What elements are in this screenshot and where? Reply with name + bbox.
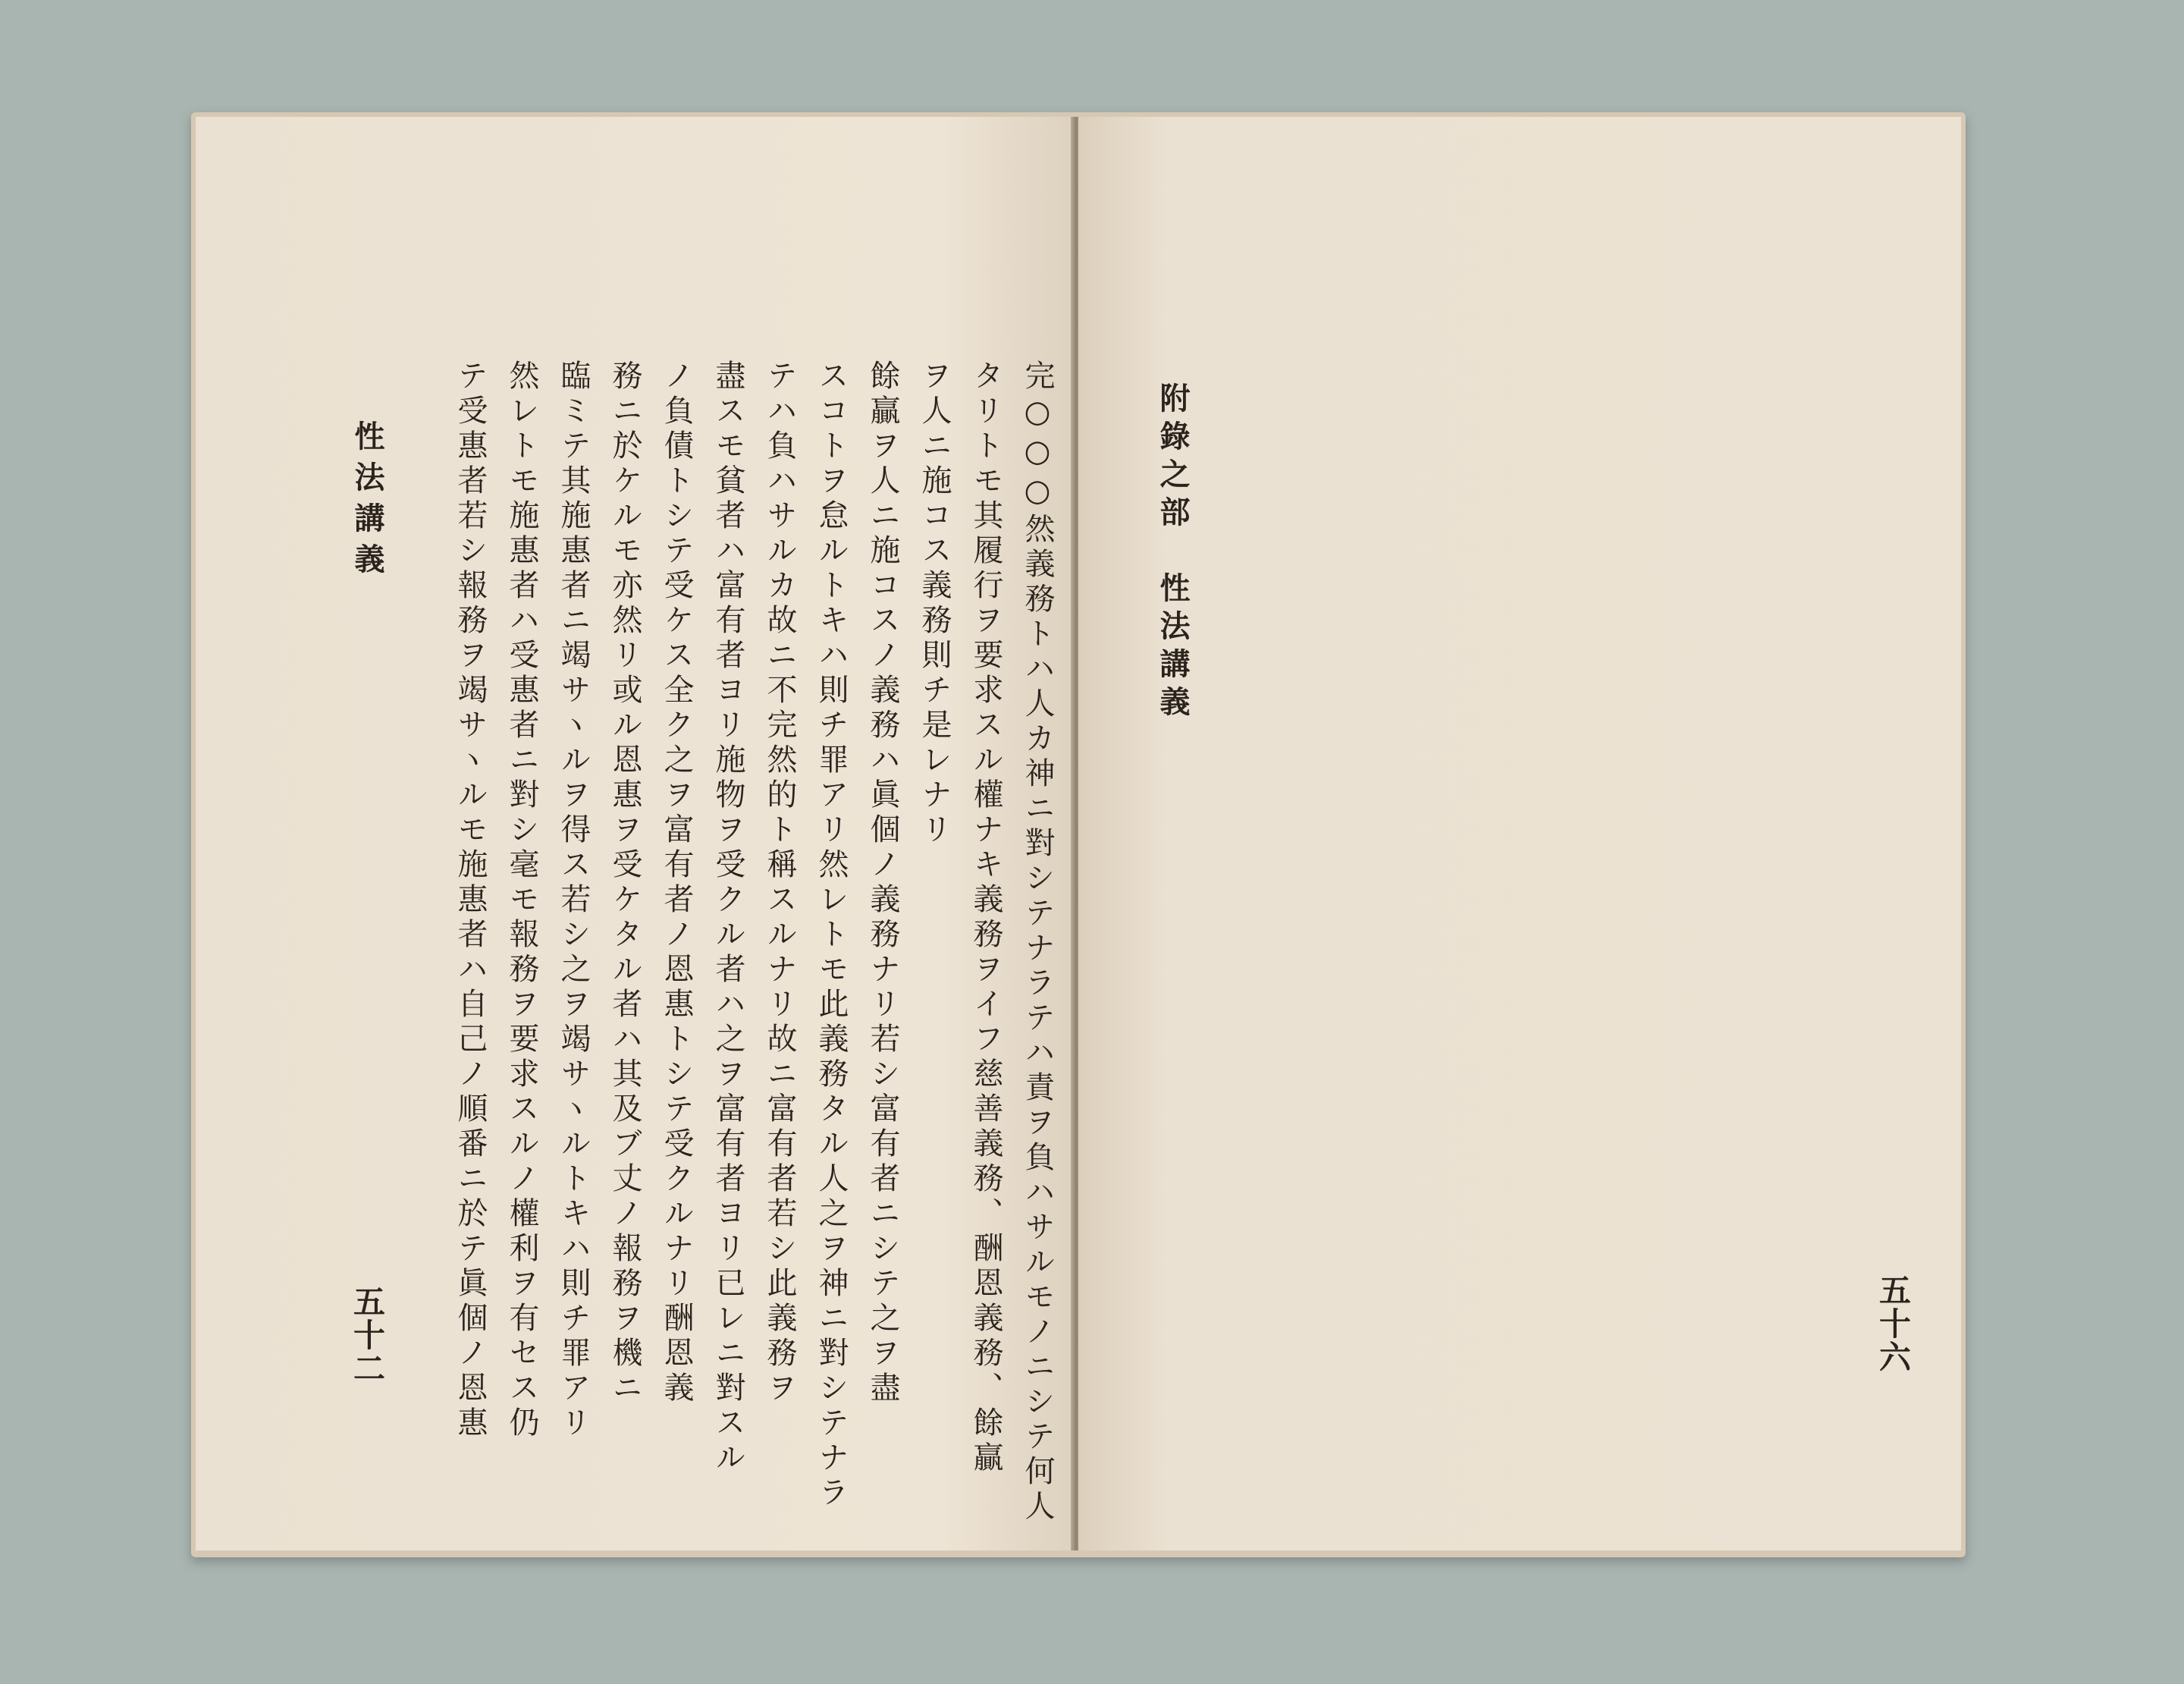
text-column-8: ノ負債トシテ受ケス全ク之ヲ富有者ノ恩惠トシテ受クルナリ酬恩義 <box>659 360 694 1406</box>
page-number-right: 五十六 <box>1875 1274 1912 1374</box>
text-column-2: タリトモ其履行ヲ要求スル權ナキ義務ヲイフ慈善義務、酬恩義務、餘贏 <box>968 360 1003 1476</box>
text-column-7: 盡スモ貧者ハ富有者ヨリ施物ヲ受クル者ハ之ヲ富有者ヨリ已レニ對スル <box>711 360 745 1476</box>
appendix-heading: 附錄之部 性法講義 <box>1155 382 1191 724</box>
text-column-1: 完○○○然義務トハ人カ神ニ對シテナラテハ責ヲ負ハサルモノニシテ何人 <box>1020 360 1055 1525</box>
running-header: 性法講義 <box>350 420 385 584</box>
text-column-12: テ受惠者若シ報務ヲ竭サヽルモ施惠者ハ自己ノ順番ニ於テ眞個ノ恩惠 <box>453 360 488 1441</box>
text-column-10: 臨ミテ其施惠者ニ竭サヽルヲ得ス若シ之ヲ竭サヽルトキハ則チ罪アリ <box>556 360 591 1441</box>
text-column-4: 餘贏ヲ人ニ施コスノ義務ハ眞個ノ義務ナリ若シ富有者ニシテ之ヲ盡 <box>865 360 900 1406</box>
open-book <box>191 112 1966 1557</box>
text-column-11: 然レトモ施惠者ハ受惠者ニ對シ毫モ報務ヲ要求スルノ權利ヲ有セス仍 <box>504 360 539 1441</box>
text-column-6: テハ負ハサルカ故ニ不完然的ト稱スルナリ故ニ富有者若シ此義務ヲ <box>762 360 797 1406</box>
text-column-9: 務ニ於ケルモ亦然リ或ル恩惠ヲ受ケタル者ハ其及ブ丈ノ報務ヲ機ニ <box>607 360 642 1406</box>
text-column-3: ヲ人ニ施コス義務則チ是レナリ <box>917 360 952 848</box>
right-page <box>1078 117 1961 1550</box>
text-column-5: スコトヲ怠ルトキハ則チ罪アリ然レトモ此義務タル人之ヲ神ニ對シテナラ <box>814 360 849 1511</box>
page-number-left: 五十二 <box>349 1285 386 1385</box>
left-page <box>196 117 1074 1550</box>
